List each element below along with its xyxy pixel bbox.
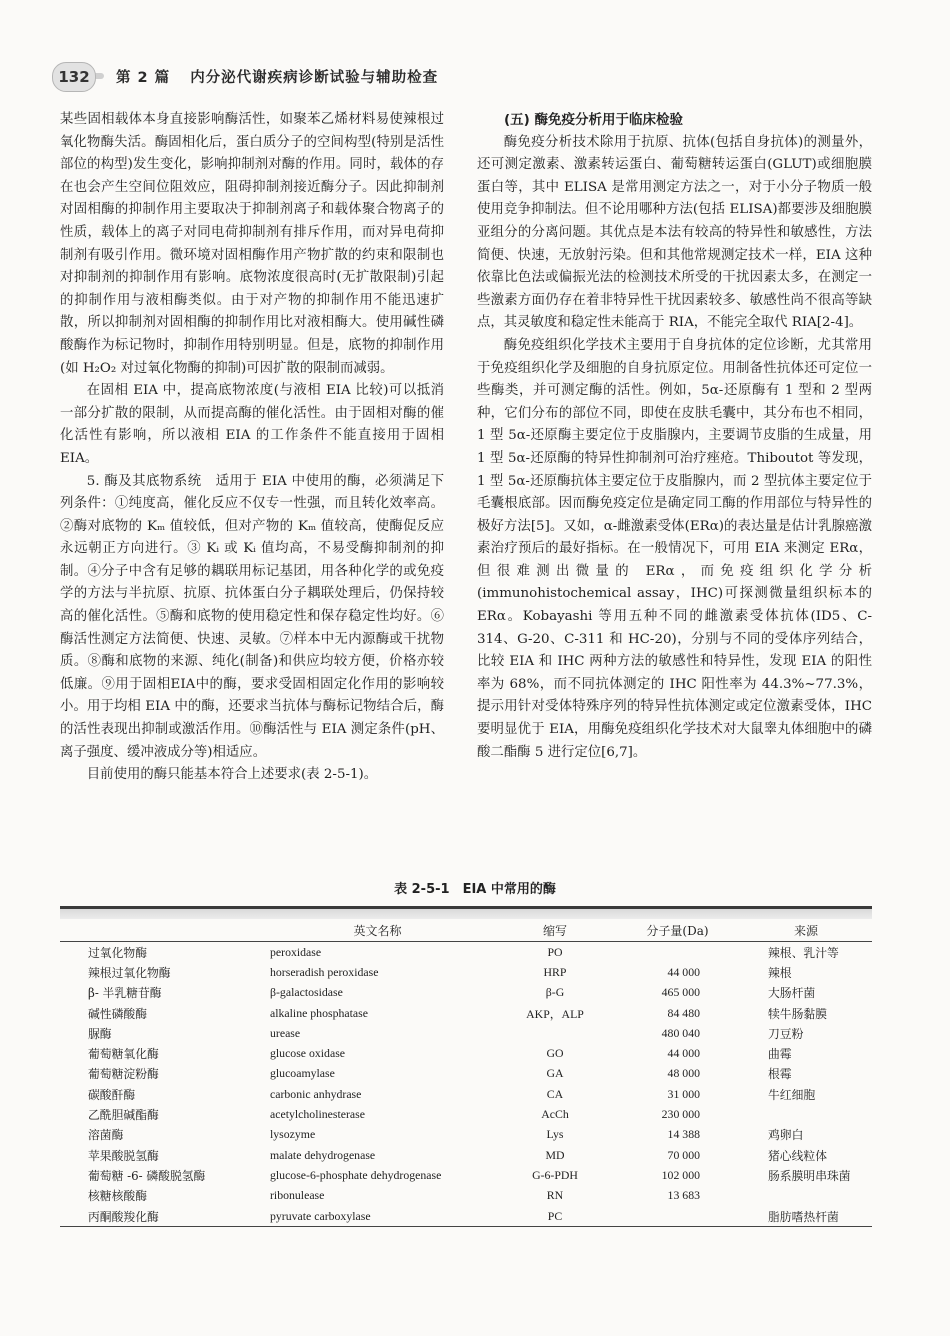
enzyme-name-en: ribonulease xyxy=(270,1188,325,1203)
enzyme-source: 大肠杆菌 xyxy=(768,986,816,1001)
table-row xyxy=(60,983,872,1003)
enzyme-molecular-weight: 480 040 xyxy=(661,1025,700,1040)
enzyme-name-cn: β- 半乳糖苷酶 xyxy=(88,986,162,1001)
table-header-cell: 英文名称 xyxy=(260,919,495,942)
enzyme-source: 牛红细胞 xyxy=(768,1087,816,1102)
enzyme-name-cn: 碳酸酐酶 xyxy=(88,1087,136,1102)
header-part: 第 2 篇 xyxy=(116,70,171,86)
table-row xyxy=(60,1125,872,1145)
right-paragraph: 酶免疫分析技术除用于抗原、抗体(包括自身抗体)的测量外，还可测定激素、激素转运蛋白、葡萄糖转运蛋白(GLUT)或细胞膜蛋白等，其中 ELISA 是常用测定方法之一，对于小分子物质一般使用竞争抑制法。但不论用哪种方法(包括 ELISA)都要涉及细胞膜亚组分的分离问题。其优点是本法有较高的特异性和敏感性，方法简便、快速，无放射污染。但和其他常规测定技术一样，EIA 这种依靠比色法或偏振光法的检测技术所受的干扰因素太多，在测定一些激素方面仍存在着非特异性干扰因素较多、敏感性尚不很高等缺点，其灵敏度和稳定性未能高于 RIA，不能完全取代 RIA[2-4]。 xyxy=(477,134,872,331)
enzyme-table-grid xyxy=(60,919,872,1227)
enzyme-name-cn: 苹果酸脱氢酶 xyxy=(88,1148,159,1163)
left-column xyxy=(60,109,444,787)
enzyme-name-cn: 葡萄糖氧化酶 xyxy=(88,1047,159,1062)
enzyme-source: 辣根 xyxy=(768,965,792,980)
enzyme-name-cn: 葡萄糖淀粉酶 xyxy=(88,1067,159,1082)
enzyme-name-cn: 乙酰胆碱酯酶 xyxy=(88,1108,159,1123)
left-paragraph: 在固相 EIA 中，提高底物浓度(与液相 EIA 比较)可以抵消一部分扩散的限制，从而提高酶的催化活性。由于固相对酶的催化活性有影响，所以液相 EIA 的工作条件不能直接用于固相 EIA。 xyxy=(60,383,444,466)
enzyme-molecular-weight: 102 000 xyxy=(661,1167,700,1182)
enzyme-source: 肠系膜明串珠菌 xyxy=(768,1168,851,1183)
enzyme-name-en: horseradish peroxidase xyxy=(270,964,379,979)
section-title: (五) 酶免疫分析用于临床检验 xyxy=(504,112,684,128)
enzyme-abbreviation: G-6-PDH xyxy=(532,1167,578,1182)
table-body xyxy=(60,942,872,1227)
table-row xyxy=(60,1043,872,1063)
table-header-band xyxy=(60,909,872,919)
enzyme-abbreviation: Lys xyxy=(546,1127,564,1142)
right-column xyxy=(477,109,872,764)
enzyme-molecular-weight xyxy=(615,1206,740,1227)
enzyme-name-cn: 碱性磷酸酶 xyxy=(88,1006,147,1021)
table-row xyxy=(60,1186,872,1206)
enzyme-abbreviation: MD xyxy=(545,1147,565,1162)
enzyme-molecular-weight: 44 000 xyxy=(667,964,700,979)
enzyme-name-en: pyruvate carboxylase xyxy=(260,1206,495,1227)
table-header-cell: 分子量(Da) xyxy=(615,919,740,942)
table-header-row xyxy=(60,919,872,942)
table-header-cell xyxy=(60,919,260,942)
table-row xyxy=(60,942,872,963)
table-row xyxy=(60,1206,872,1227)
enzyme-source: 犊牛肠黏膜 xyxy=(768,1006,827,1021)
table-header-cell: 来源 xyxy=(740,919,872,942)
table-caption: 表 2-5-1 EIA 中常用的酶 xyxy=(394,882,556,897)
enzyme-source: 根霉 xyxy=(768,1067,792,1082)
enzyme-name-cn: 溶菌酶 xyxy=(88,1128,124,1143)
enzyme-name-cn: 核糖核酸酶 xyxy=(88,1189,147,1204)
enzyme-molecular-weight: 14 388 xyxy=(667,1127,700,1142)
enzyme-name-en: β-galactosidase xyxy=(270,985,343,1000)
enzyme-abbreviation: RN xyxy=(546,1188,564,1203)
enzyme-molecular-weight xyxy=(615,942,740,963)
table-row xyxy=(60,1023,872,1043)
enzyme-source: 刀豆粉 xyxy=(768,1026,804,1041)
enzyme-molecular-weight: 465 000 xyxy=(661,985,700,1000)
enzyme-name-cn: 葡萄糖 -6- 磷酸脱氢酶 xyxy=(88,1168,206,1183)
enzyme-table xyxy=(60,906,872,1227)
enzyme-abbreviation: GA xyxy=(546,1066,564,1081)
enzyme-abbreviation xyxy=(495,1023,615,1043)
enzyme-name-en: carbonic anhydrase xyxy=(270,1086,362,1101)
enzyme-name-en: malate dehydrogenase xyxy=(270,1147,376,1162)
enzyme-name-en: urease xyxy=(270,1025,301,1040)
header-chapter-title: 内分泌代谢疾病诊断试验与辅助检查 xyxy=(190,70,439,86)
enzyme-source: 脂肪嗜热杆菌 xyxy=(740,1206,872,1227)
enzyme-name-cn: 过氧化物酶 xyxy=(88,945,147,960)
enzyme-name-en: lysozyme xyxy=(270,1127,316,1142)
enzyme-name-en: peroxidase xyxy=(270,944,322,959)
enzyme-abbreviation: PC xyxy=(495,1206,615,1227)
enzyme-molecular-weight: 70 000 xyxy=(667,1147,700,1162)
enzyme-molecular-weight: 31 000 xyxy=(667,1086,700,1101)
enzyme-source: 辣根、乳汁等 xyxy=(768,945,839,960)
enzyme-source xyxy=(740,1104,872,1124)
enzyme-source: 鸡卵白 xyxy=(768,1128,804,1143)
enzyme-abbreviation: GO xyxy=(546,1046,564,1061)
enzyme-name-en: alkaline phosphatase xyxy=(270,1005,368,1020)
table-row xyxy=(60,962,872,982)
table-row xyxy=(60,1104,872,1124)
left-paragraph: 目前使用的酶只能基本符合上述要求(表 2-5-1)。 xyxy=(86,767,378,783)
enzyme-name-en: acetylcholinesterase xyxy=(270,1107,365,1122)
enzyme-abbreviation: PO xyxy=(547,944,563,959)
table-header-cell: 缩写 xyxy=(495,919,615,942)
running-header xyxy=(52,60,912,94)
enzyme-name-cn: 丙酮酸羧化酶 xyxy=(60,1206,260,1227)
page-number: 132 xyxy=(52,62,96,92)
enzyme-source: 曲霉 xyxy=(768,1047,792,1062)
enzyme-abbreviation: AKP，ALP xyxy=(526,1006,584,1021)
enzyme-source xyxy=(740,1186,872,1206)
left-paragraph: 5. 酶及其底物系统 适用于 EIA 中使用的酶，必须满足下列条件：①纯度高，催化反应不仅专一性强，而且转化效率高。②酶对底物的 Kₘ 值较低，但对产物的 Kₘ 值较高，使酶促反应永远朝正方向进行。③ Kᵢ 或 Kᵢ 值均高，不易受酶抑制剂的抑制。④分子中含有足够的耦联用标记基团，用各种化学的或免疫学的方法与半抗原、抗原、抗体蛋白分子耦联处理后，仍保持较高的催化活性。⑤酶和底物的使用稳定性和保存稳定性均好。⑥酶活性测定方法简便、快速、灵敏。⑦样本中无内源酶或干扰物质。⑧酶和底物的来源、纯化(制备)和供应均较方便，价格亦较低廉。⑨用于固相EIA中的酶，要求受固相固定化作用的影响较小。用于均相 EIA 中的酶，还要求当抗体与酶标记物结合后，酶的活性表现出抑制或激活作用。⑩酶活性与 EIA 测定条件(pH、离子强度、缓冲液成分等)相适应。 xyxy=(60,473,444,760)
enzyme-name-en: glucoamylase xyxy=(270,1066,335,1081)
enzyme-name-cn: 辣根过氧化物酶 xyxy=(88,965,171,980)
enzyme-name-en: glucose oxidase xyxy=(270,1046,346,1061)
enzyme-molecular-weight: 48 000 xyxy=(667,1066,700,1081)
enzyme-source: 猪心线粒体 xyxy=(768,1148,827,1163)
left-paragraph: 某些固相载体本身直接影响酶活性，如聚苯乙烯材料易使辣根过氧化物酶失活。酶固相化后，蛋白质分子的空间构型(特别是活性部位的构型)发生变化，影响抑制剂对酶的作用。同时，载体的存在也会产生空间位阻效应，阻碍抑制剂接近酶分子。因此抑制剂对固相酶的抑制作用主要取决于抑制剂离子和载体聚合物离子的性质，载体上的离子对同电荷抑制剂有排斥作用，而对异电荷抑制剂有吸引作用。微环境对固相酶作用产物扩散的约束和限制也对抑制剂的抑制作用有影响。底物浓度很高时(无扩散限制)引起的抑制作用与液相酶类似。由于对产物的抑制作用不能迅速扩散，所以抑制剂对固相酶的抑制作用比对液相酶大。使用碱性磷酸酶作为标记物时，抑制作用特别明显。但是，底物的抑制作用(如 H₂O₂ 对过氧化物酶的抑制)可因扩散的限制而减弱。 xyxy=(60,112,444,376)
enzyme-molecular-weight: 13 683 xyxy=(667,1188,700,1203)
table-row xyxy=(60,1145,872,1165)
enzyme-abbreviation: AcCh xyxy=(541,1107,569,1122)
table-row xyxy=(60,1064,872,1084)
enzyme-name-en: glucose-6-phosphate dehydrogenase xyxy=(270,1167,442,1182)
header-title xyxy=(116,66,458,87)
table-row xyxy=(60,1084,872,1104)
right-paragraph: 酶免疫组织化学技术主要用于自身抗体的定位诊断，尤其常用于免疫组织化学及细胞的自身抗原定位。用制备性抗体还可定位一些酶类，并可测定酶的活性。例如，5α-还原酶有 1 型和 2 型两种，它们分布的部位不同，即使在皮肤毛囊中，其分布也不相同，1 型 5α-还原酶主要定位于皮脂腺内，主要调节皮脂的生成量，用 1 型 5α-还原酶的特异性抑制剂可治疗痤疮。Thiboutot 等发现，1 型 5α-还原酶抗体主要定位于皮脂腺内，而 2 型抗体主要定位于毛囊根底部。因而酶免疫定位是确定同工酶的作用部位与特异性的极好方法[5]。又如，α-雌激素受体(ERα)的表达量是估计乳腺癌激素治疗预后的最好指标。在一般情况下，可用 EIA 来测定 ERα，但很难测出微量的 ERα，而免疫组织化学分析(immunohistochemical assay，IHC)可探测微量组织标本的 ERα。Kobayashi 等用五种不同的雌激素受体抗体(ID5、C-314、G-20、C-311 和 HC-20)，分别与不同的受体序列结合，比较 EIA 和 IHC 两种方法的敏感性和特异性，发现 EIA 的阳性率为 68%，而不同抗体测定的 IHC 阳性率为 44.3%~77.3%，提示用针对受体特殊序列的特异性抗体测定或定位激素受体，IHC 要明显优于 EIA，用酶免疫组织化学技术对大鼠睾丸体细胞中的磷酸二酯酶 5 进行定位[6,7]。 xyxy=(477,337,872,760)
enzyme-molecular-weight: 44 000 xyxy=(667,1046,700,1061)
enzyme-abbreviation: β-G xyxy=(545,985,565,1000)
enzyme-abbreviation: HRP xyxy=(543,964,567,979)
table-row xyxy=(60,1165,872,1185)
enzyme-name-cn: 脲酶 xyxy=(88,1026,112,1041)
enzyme-molecular-weight: 230 000 xyxy=(661,1107,700,1122)
enzyme-abbreviation: CA xyxy=(546,1086,564,1101)
table-row xyxy=(60,1003,872,1023)
enzyme-molecular-weight: 84 480 xyxy=(667,1005,700,1020)
